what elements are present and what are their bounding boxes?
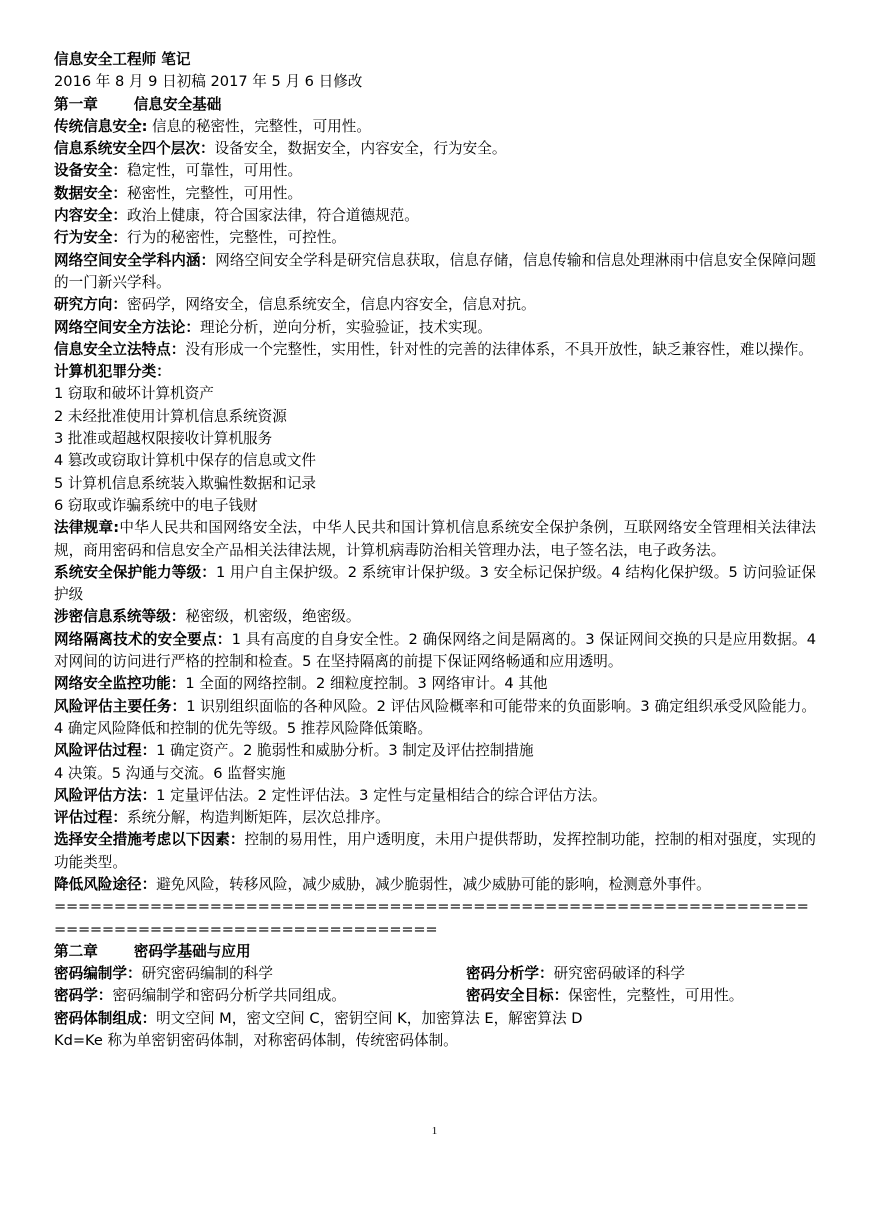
definition-item: 内容安全：政治上健康，符合国家法律，符合道德规范。 <box>54 207 419 225</box>
kd-line: Kd=Ke 称为单密钥密码体制，对称密码体制，传统密码体制。 <box>54 1032 458 1050</box>
list-item: 5 计算机信息系统装入欺骗性数据和记录 <box>54 474 317 492</box>
list-item: 6 窃取或诈骗系统中的电子钱财 <box>54 496 258 514</box>
page-number: 1 <box>431 1125 438 1137</box>
definition-item: 密码安全目标：保密性，完整性，可用性。 <box>466 987 744 1005</box>
definition-item: 风险评估过程：1 确定资产。2 脆弱性和威胁分析。3 制定及评估控制措施 <box>54 742 534 760</box>
definition-item: 评估过程：系统分解，构造判断矩阵，层次总排序。 <box>54 809 390 827</box>
chapter-1-heading <box>54 94 816 116</box>
definition-item: 设备安全：稳定性，可靠性，可用性。 <box>54 162 303 180</box>
definition-item: 降低风险途径：避免风险，转移风险，减少威胁，减少脆弱性，减少威胁可能的影响，检测意外事件。 <box>54 875 711 893</box>
definition-item: 研究方向：密码学，网络安全，信息系统安全，信息内容安全，信息对抗。 <box>54 296 536 314</box>
definition-item: 密码学：密码编制学和密码分析学共同组成。 <box>54 987 346 1005</box>
definition-item: 密码分析学：研究密码破译的科学 <box>466 965 685 983</box>
list-item: 3 批准或超越权限接收计算机服务 <box>54 430 273 448</box>
definition-item: 信息安全立法特点：没有形成一个完整性，实用性，针对性的完善的法律体系，不具开放性，缺乏兼容性，难以操作。 <box>54 340 813 358</box>
definition-item: 风险评估方法：1 定量评估法。2 定性评估法。3 定性与定量相结合的综合评估方法。 <box>54 786 607 804</box>
chapter-title: 密码学基础与应用 <box>133 942 251 960</box>
definition-item: 涉密信息系统等级：秘密级，机密级，绝密级。 <box>54 608 361 626</box>
definition-item: 风险评估主要任务：1 识别组织面临的各种风险。2 评估风险概率和可能带来的负面影响。3 确定组织承受风险能力。4 确定风险降低和控制的优先等级。5 推荐风险降低策略。 <box>54 697 816 737</box>
definition-row <box>54 985 816 1007</box>
document-title: 信息安全工程师 笔记 <box>54 51 191 68</box>
definition-row <box>54 963 816 985</box>
chapter-2-heading <box>54 941 816 963</box>
date-line: 2016 年 8 月 9 日初稿 2017 年 5 月 6 日修改 <box>54 73 363 91</box>
chapter-number: 第二章 <box>54 942 98 960</box>
definition-item: 数据安全：秘密性，完整性，可用性。 <box>54 184 303 202</box>
list-item: 1 窃取和破坏计算机资产 <box>54 385 214 403</box>
definition-item: 选择安全措施考虑以下因素：控制的易用性，用户透明度，未用户提供帮助，发挥控制功能，控制的相对强度，实现的功能类型。 <box>54 831 816 871</box>
list-item: 4 篡改或窃取计算机中保存的信息或文件 <box>54 452 317 470</box>
definition-item: 信息系统安全四个层次：设备安全，数据安全，内容安全，行为安全。 <box>54 140 507 158</box>
definition-item: 网络空间安全方法论：理论分析，逆向分析，实验验证，技术实现。 <box>54 318 492 336</box>
definition-item: 法律规章:中华人民共和国网络安全法，中华人民共和国计算机信息系统安全保护条例，互联网络安全管理相关法律法规，商用密码和信息安全产品相关法律法规，计算机病毒防治相关管理办法，电子签名法，电子政务法。 <box>54 519 816 559</box>
definition-item: 行为安全：行为的秘密性，完整性，可控性。 <box>54 229 346 247</box>
definition-item: 系统安全保护能力等级：1 用户自主保护级。2 系统审计保护级。3 安全标记保护级。4 结构化保护级。5 访问验证保护级 <box>54 563 816 604</box>
definition-item: 网络安全监控功能：1 全面的网络控制。2 细粒度控制。3 网络审计。4 其他 <box>54 675 548 693</box>
document-page <box>54 49 816 1052</box>
process-continuation: 4 决策。5 沟通与交流。6 监督实施 <box>54 764 286 782</box>
chapter-title: 信息安全基础 <box>133 95 222 113</box>
definition-item: 网络空间安全学科内涵：网络空间安全学科是研究信息获取，信息存储，信息传输和信息处理淋雨中信息安全保障问题的一门新兴学科。 <box>54 251 816 291</box>
chapter-number: 第一章 <box>54 95 98 113</box>
separator-line: =============================================================================================== <box>54 898 809 938</box>
definition-item: 密码编制学：研究密码编制的科学 <box>54 965 273 983</box>
definition-item: 密码体制组成：明文空间 M，密文空间 C，密钥空间 K，加密算法 E，解密算法 D <box>54 1009 583 1027</box>
crime-heading: 计算机犯罪分类： <box>54 363 171 381</box>
definition-item: 网络隔离技术的安全要点：1 具有高度的自身安全性。2 确保网络之间是隔离的。3 保证网间交换的只是应用数据。4 对网间的访问进行严格的控制和检查。5 在坚持隔离的前提下保证网络畅通和应用透明。 <box>54 630 816 671</box>
definition-item: 传统信息安全: 信息的秘密性，完整性，可用性。 <box>54 117 371 135</box>
list-item: 2 未经批准使用计算机信息系统资源 <box>54 407 287 425</box>
